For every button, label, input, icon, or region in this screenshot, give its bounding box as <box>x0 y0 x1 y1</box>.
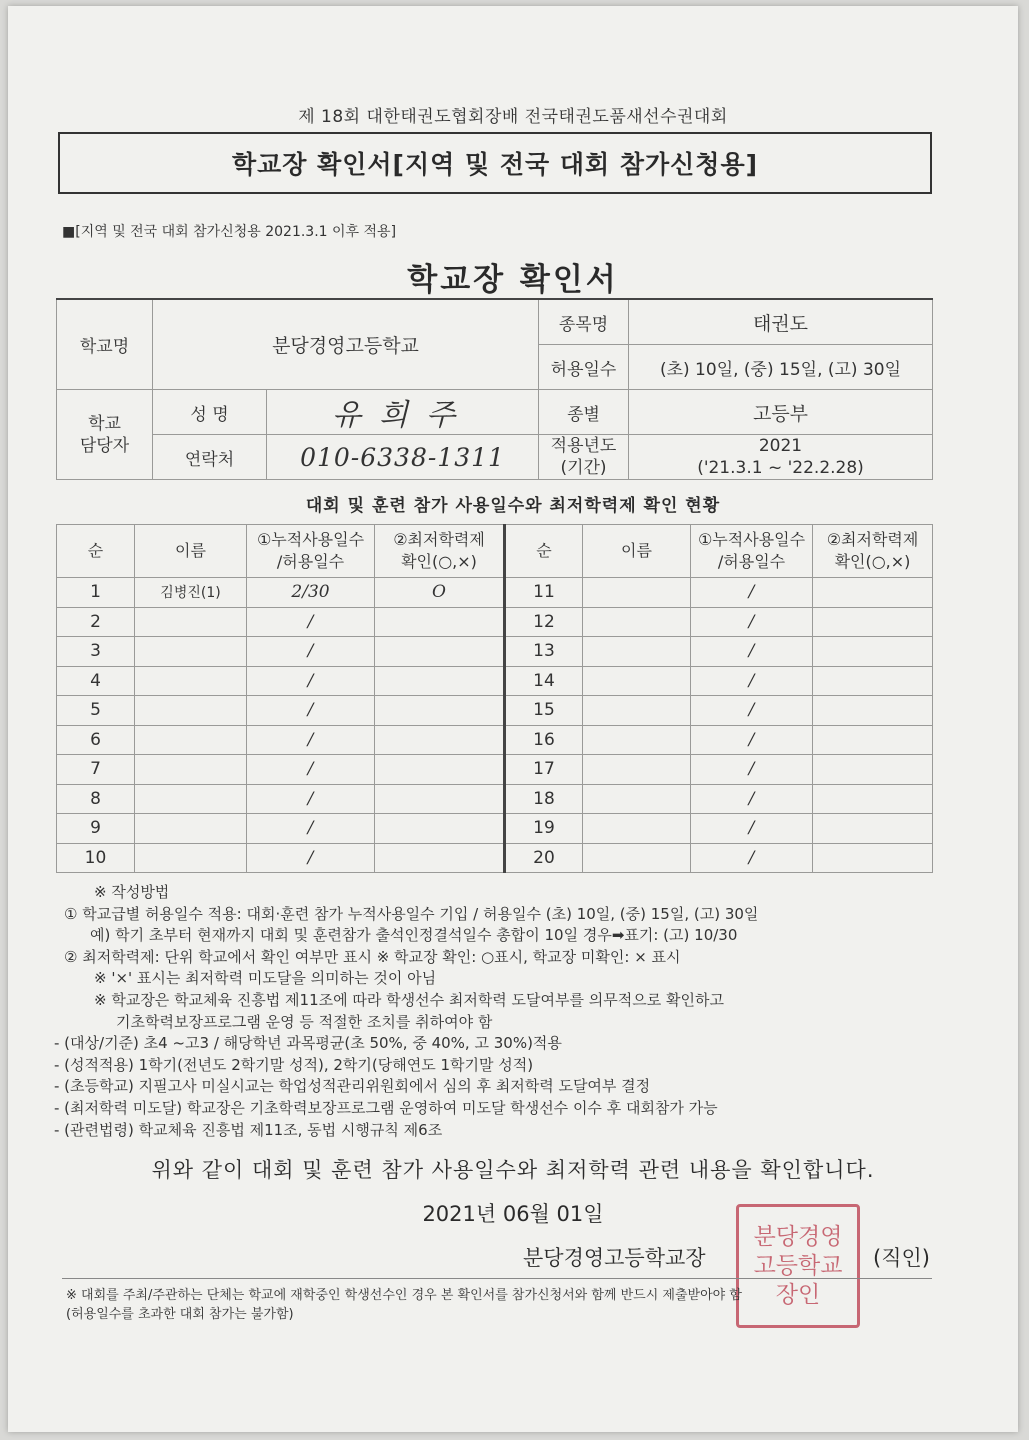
col-no-left: 순 <box>57 525 135 578</box>
athlete-name <box>135 814 247 844</box>
year-label-line2: (기간) <box>560 458 607 478</box>
days-used: / <box>247 666 375 696</box>
academic-check <box>375 607 505 637</box>
year-label-line1: 적용년도 <box>550 436 617 456</box>
days-used: / <box>247 843 375 873</box>
staff-label-line2: 담당자 <box>79 435 130 456</box>
row-number: 12 <box>505 607 583 637</box>
allowed-days-label: 허용일수 <box>539 345 629 390</box>
academic-check <box>813 666 933 696</box>
athlete-name <box>135 637 247 667</box>
staff-label-line1: 학교 <box>88 413 121 434</box>
form-title-box <box>58 132 932 194</box>
row-number: 8 <box>57 784 135 814</box>
academic-check <box>375 725 505 755</box>
col-check-right <box>813 525 933 578</box>
row-number: 5 <box>57 696 135 726</box>
athlete-name: 김병진(1) <box>135 578 247 608</box>
academic-check <box>813 607 933 637</box>
roster-body <box>57 578 933 873</box>
table-row <box>57 578 933 608</box>
athlete-name <box>583 578 691 608</box>
days-used: / <box>247 607 375 637</box>
academic-check <box>375 784 505 814</box>
days-used: / <box>691 725 813 755</box>
academic-check <box>813 725 933 755</box>
academic-check <box>813 578 933 608</box>
year-value-year: 2021 <box>758 436 803 456</box>
table-row <box>57 607 933 637</box>
school-name-label: 학교명 <box>57 299 153 390</box>
athlete-name <box>135 784 247 814</box>
row-number: 3 <box>57 637 135 667</box>
table-row <box>57 725 933 755</box>
col-check-left <box>375 525 505 578</box>
athlete-name <box>135 666 247 696</box>
athlete-name <box>135 843 247 873</box>
footer-note-line1: ※ 대회를 주최/주관하는 단체는 학교에 재학중인 학생선수인 경우 본 확인서를 참가신청서와 함께 반드시 제출받아야 함 <box>66 1288 742 1303</box>
athlete-name <box>135 755 247 785</box>
row-number: 20 <box>505 843 583 873</box>
col-check-left-line1: ②최저학력제 <box>393 530 485 549</box>
staff-label <box>57 390 153 480</box>
year-value-period: ('21.3.1 ~ '22.2.28) <box>697 458 864 478</box>
col-days-left <box>247 525 375 578</box>
athlete-name <box>583 843 691 873</box>
academic-check: O <box>375 578 505 608</box>
seal-text: 분당경영고등학교장인 <box>753 1223 843 1308</box>
days-used: / <box>691 666 813 696</box>
days-used: / <box>247 755 375 785</box>
note-dash-2: - (성적적용) 1학기(전년도 2학기말 성적), 2학기(당해연도 1학기말 성적) <box>54 1055 534 1074</box>
allowed-days-value: (초) 10일, (중) 15일, (고) 30일 <box>629 345 933 390</box>
table-row <box>57 784 933 814</box>
staff-name-value: 유희주 <box>267 390 539 435</box>
row-number: 14 <box>505 666 583 696</box>
division-label: 종별 <box>539 390 629 435</box>
academic-check <box>375 755 505 785</box>
staff-name-label: 성 명 <box>153 390 267 435</box>
row-number: 7 <box>57 755 135 785</box>
year-label <box>539 435 629 480</box>
table-row <box>57 666 933 696</box>
col-days-right <box>691 525 813 578</box>
days-used: / <box>691 814 813 844</box>
note-2-sub-2: ※ 학교장은 학교체육 진흥법 제11조에 따라 학생선수 최저학력 도달여부를 의무적으로 확인하고 <box>94 990 724 1009</box>
academic-check <box>813 755 933 785</box>
row-number: 9 <box>57 814 135 844</box>
row-number: 10 <box>57 843 135 873</box>
days-used: / <box>691 843 813 873</box>
issue-date: 2021년 06월 01일 <box>422 1202 604 1226</box>
academic-check <box>813 814 933 844</box>
contact-label: 연락처 <box>153 435 267 480</box>
days-used: 2/30 <box>247 578 375 608</box>
section-title: 대회 및 훈련 참가 사용일수와 최저학력제 확인 현황 <box>305 496 721 516</box>
col-check-right-line2: 확인(○,×) <box>834 552 911 571</box>
note-dash-4: - (최저학력 미도달) 학교장은 기초학력보장프로그램 운영하여 미도달 학생선수 이수 후 대회참가 가능 <box>54 1098 718 1117</box>
note-2-sub-2-cont: 기초학력보장프로그램 운영 등 적절한 조치를 취하여야 함 <box>116 1012 493 1031</box>
col-check-left-line2: 확인(○,×) <box>401 552 477 571</box>
days-used: / <box>691 607 813 637</box>
row-number: 6 <box>57 725 135 755</box>
academic-check <box>375 696 505 726</box>
col-days-left-line2: /허용일수 <box>276 552 345 571</box>
days-used: / <box>247 637 375 667</box>
athlete-name <box>583 696 691 726</box>
academic-check <box>375 637 505 667</box>
note-1-example: 예) 학기 초부터 현재까지 대회 및 훈련참가 출석인정결석일수 총합이 10일 경우➡표기: (고) 10/30 <box>90 926 738 945</box>
row-number: 15 <box>505 696 583 726</box>
athlete-name <box>583 725 691 755</box>
row-number: 2 <box>57 607 135 637</box>
document-title: 학교장 확인서 <box>407 262 619 298</box>
days-used: / <box>247 814 375 844</box>
event-title: 제 18회 대한태권도협회장배 전국태권도품새선수권대회 <box>298 107 728 127</box>
days-used: / <box>247 784 375 814</box>
col-check-right-line1: ②최저학력제 <box>826 530 919 549</box>
days-used: / <box>691 696 813 726</box>
division-value: 고등부 <box>629 390 933 435</box>
row-number: 1 <box>57 578 135 608</box>
footer-note-line2: (허용일수를 초과한 대회 참가는 불가함) <box>66 1307 294 1322</box>
athlete-name <box>583 814 691 844</box>
writing-instructions <box>54 882 944 1141</box>
table-row <box>57 637 933 667</box>
athlete-name <box>583 784 691 814</box>
confirmation-statement: 위와 같이 대회 및 훈련 참가 사용일수와 최저학력 관련 내용을 확인합니다. <box>151 1158 875 1182</box>
athlete-name <box>135 696 247 726</box>
row-number: 13 <box>505 637 583 667</box>
athlete-name <box>583 637 691 667</box>
table-row <box>57 755 933 785</box>
athlete-name <box>135 725 247 755</box>
academic-check <box>813 637 933 667</box>
col-days-right-line2: /허용일수 <box>717 552 786 571</box>
table-row <box>57 843 933 873</box>
sport-value: 태권도 <box>629 299 933 345</box>
col-name-right: 이름 <box>583 525 691 578</box>
document-sheet <box>8 6 1018 1432</box>
col-name-left: 이름 <box>135 525 247 578</box>
table-row <box>57 814 933 844</box>
note-dash-3: - (초등학교) 지필고사 미실시교는 학업성적관리위원회에서 심의 후 최저학력 도달여부 결정 <box>54 1077 651 1096</box>
academic-check <box>375 666 505 696</box>
row-number: 11 <box>505 578 583 608</box>
athlete-name <box>135 607 247 637</box>
days-used: / <box>247 696 375 726</box>
roster-header-row <box>57 525 933 578</box>
footer-note <box>66 1286 936 1324</box>
row-number: 4 <box>57 666 135 696</box>
note-2: ② 최저학력제: 단위 학교에서 확인 여부만 표시 ※ 학교장 확인: ○표시, 학교장 미확인: × 표시 <box>64 947 681 966</box>
table-row <box>57 696 933 726</box>
academic-check <box>375 843 505 873</box>
days-used: / <box>691 755 813 785</box>
col-days-right-line1: ①누적사용일수 <box>697 530 806 549</box>
school-info-table <box>56 298 933 480</box>
form-title: 학교장 확인서[지역 및 전국 대회 참가신청용] <box>231 150 759 179</box>
note-dash-1: - (대상/기준) 초4 ~고3 / 해당학년 과목평균(초 50%, 중 40%, 고 30%)적용 <box>54 1034 562 1053</box>
col-no-right: 순 <box>505 525 583 578</box>
note-2-sub-1: ※ '×' 표시는 최저학력 미도달을 의미하는 것이 아님 <box>94 969 437 988</box>
days-used: / <box>247 725 375 755</box>
note-dash-5: - (관련법령) 학교체육 진흥법 제11조, 동법 시행규칙 제6조 <box>54 1120 443 1139</box>
seal-tag: (직인) <box>873 1246 930 1270</box>
notes-heading: ※ 작성방법 <box>94 883 170 901</box>
academic-check <box>375 814 505 844</box>
row-number: 19 <box>505 814 583 844</box>
athlete-roster-table <box>56 524 933 873</box>
note-1: ① 학교급별 허용일수 적용: 대회·훈련 참가 누적사용일수 기입 / 허용일수 (초) 10일, (중) 15일, (고) 30일 <box>64 904 759 923</box>
col-days-left-line1: ①누적사용일수 <box>256 530 365 549</box>
academic-check <box>813 843 933 873</box>
academic-check <box>813 696 933 726</box>
athlete-name <box>583 666 691 696</box>
footer-divider <box>62 1278 932 1279</box>
applicability-note: ■[지역 및 전국 대회 참가신청용 2021.3.1 이후 적용] <box>62 224 397 240</box>
row-number: 16 <box>505 725 583 755</box>
athlete-name <box>583 607 691 637</box>
sport-label: 종목명 <box>539 299 629 345</box>
academic-check <box>813 784 933 814</box>
school-name-value: 분당경영고등학교 <box>153 299 539 390</box>
row-number: 17 <box>505 755 583 785</box>
days-used: / <box>691 637 813 667</box>
signatory: 분당경영고등학교장 <box>523 1246 706 1270</box>
days-used: / <box>691 578 813 608</box>
days-used: / <box>691 784 813 814</box>
athlete-name <box>583 755 691 785</box>
contact-value: 010-6338-1311 <box>267 435 539 480</box>
year-value <box>629 435 933 480</box>
row-number: 18 <box>505 784 583 814</box>
